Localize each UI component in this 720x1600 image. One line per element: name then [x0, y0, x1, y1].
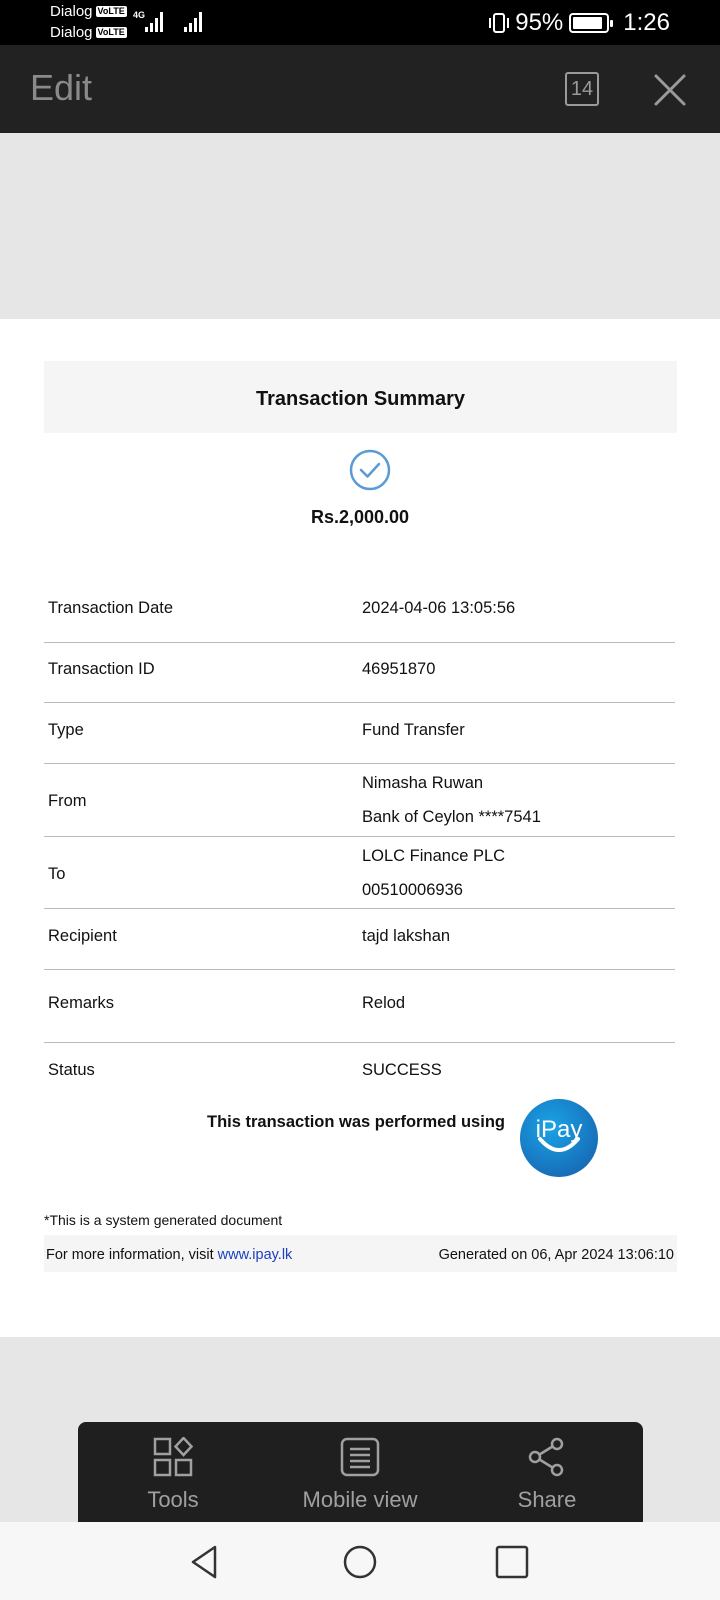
- svg-text:iPay: iPay: [535, 1116, 583, 1143]
- row-from: [44, 764, 675, 837]
- row-label: Status: [48, 1061, 95, 1079]
- ipay-logo-icon: [520, 1099, 598, 1177]
- ipay-logo: [520, 1099, 598, 1177]
- tools-label: Tools: [147, 1487, 199, 1512]
- row-label: Transaction Date: [48, 599, 174, 617]
- row-value: tajd lakshan: [362, 927, 451, 945]
- row-value: Nimasha Ruwan: [362, 774, 484, 792]
- more-info: [46, 1247, 292, 1263]
- recents-icon[interactable]: [494, 1544, 530, 1580]
- battery-percent: 95%: [515, 8, 564, 36]
- battery-icon: [569, 13, 609, 33]
- row-label: Type: [48, 721, 84, 739]
- transaction-amount: Rs.2,000.00: [310, 507, 410, 527]
- signal-icon-2: [184, 10, 206, 32]
- row-transaction-id: [44, 643, 675, 703]
- page-count-button[interactable]: 14: [565, 72, 599, 106]
- row-label: To: [48, 865, 66, 883]
- back-icon[interactable]: [187, 1544, 223, 1580]
- row-value: 46951870: [362, 660, 436, 678]
- bottom-toolbar: [78, 1422, 643, 1522]
- performed-using-text: This transaction was performed using: [207, 1113, 505, 1131]
- row-label: Recipient: [48, 927, 117, 945]
- row-value: LOLC Finance PLC: [362, 847, 506, 865]
- vibrate-icon: [487, 12, 511, 34]
- clock: 1:26: [623, 8, 670, 36]
- tools-button[interactable]: [93, 1437, 253, 1513]
- row-label: Transaction ID: [48, 660, 155, 678]
- row-value: 2024-04-06 13:05:56: [362, 599, 516, 617]
- row-status: [44, 1043, 675, 1101]
- row-value-secondary: Bank of Ceylon ****7541: [362, 808, 541, 826]
- row-type: [44, 703, 675, 764]
- mobile-view-icon: [340, 1437, 380, 1477]
- carrier-1-name: Dialog: [50, 3, 93, 20]
- check-circle-icon: [349, 449, 391, 491]
- row-transaction-date: [44, 581, 675, 643]
- carrier-2: [50, 24, 127, 41]
- share-button[interactable]: [467, 1437, 627, 1513]
- mobile-view-label: Mobile view: [302, 1487, 418, 1512]
- signal-icon-1: [145, 10, 165, 32]
- document-footer: [44, 1235, 677, 1272]
- system-nav-bar: [0, 1522, 720, 1600]
- share-label: Share: [517, 1487, 577, 1512]
- row-remarks: [44, 970, 675, 1043]
- share-icon: [527, 1437, 567, 1477]
- row-value: Relod: [362, 994, 406, 1012]
- tools-icon: [153, 1437, 193, 1477]
- home-icon[interactable]: [342, 1544, 378, 1580]
- close-icon[interactable]: [650, 70, 690, 110]
- more-info-text: For more information, visit: [46, 1247, 218, 1263]
- status-bar: [0, 0, 720, 45]
- row-value-secondary: 00510006936: [362, 881, 463, 899]
- app-toolbar: [0, 45, 720, 133]
- system-generated-note: *This is a system generated document: [44, 1212, 283, 1228]
- summary-header: [44, 361, 677, 433]
- volte-badge: VoLTE: [97, 6, 125, 16]
- row-recipient: [44, 909, 675, 970]
- row-value: SUCCESS: [362, 1061, 442, 1079]
- row-value: Fund Transfer: [362, 721, 465, 739]
- network-type: 4G: [133, 10, 146, 20]
- status-right: [487, 0, 720, 45]
- carrier-1: [50, 3, 127, 20]
- row-label: From: [48, 792, 87, 810]
- transaction-document: [0, 319, 720, 1337]
- row-to: [44, 837, 675, 909]
- edit-button[interactable]: Edit: [30, 67, 93, 108]
- ipay-link[interactable]: www.ipay.lk: [217, 1247, 293, 1263]
- generated-timestamp: Generated on 06, Apr 2024 13:06:10: [438, 1247, 674, 1263]
- carrier-2-name: Dialog: [50, 24, 93, 41]
- volte-badge: VoLTE: [97, 27, 125, 37]
- summary-title: Transaction Summary: [256, 388, 465, 410]
- mobile-view-button[interactable]: [280, 1437, 440, 1513]
- row-label: Remarks: [48, 994, 115, 1012]
